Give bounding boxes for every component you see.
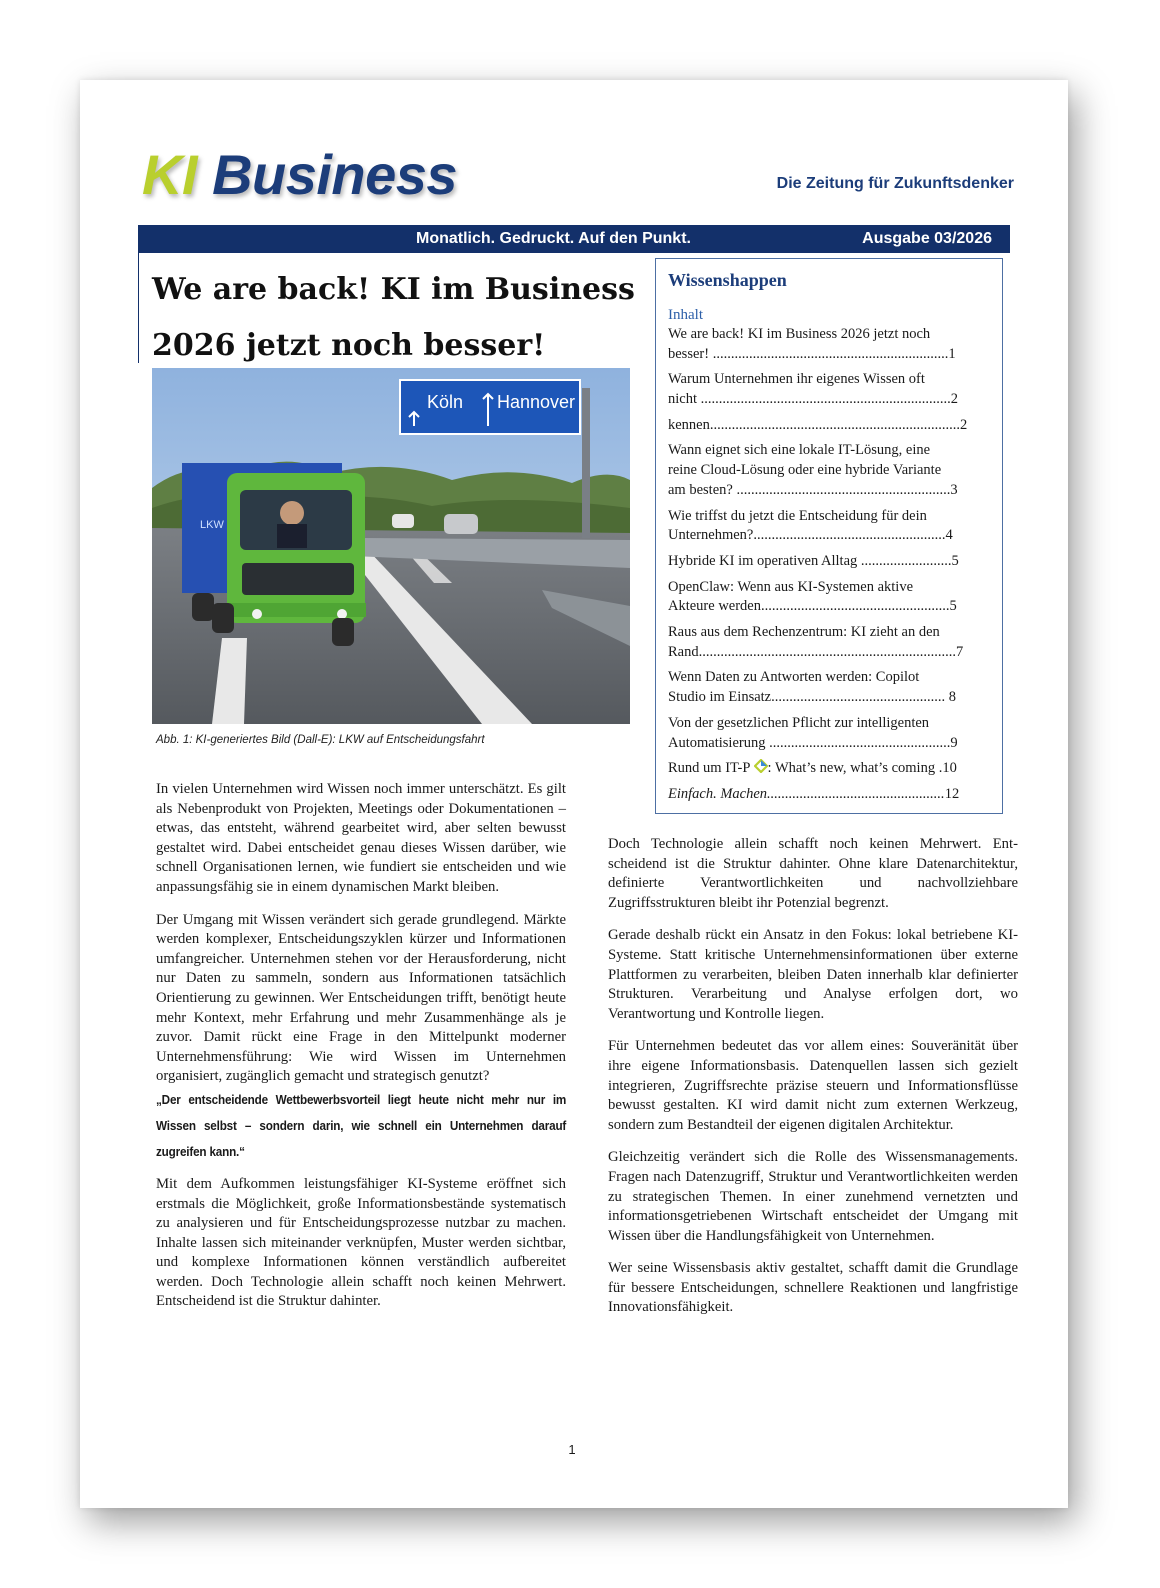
paragraph: Mit dem Aufkommen leistungsfähiger KI-Systeme eröffnet sich erstmals die Möglichkeit, große Informationsbestände systematisch zu analysieren und für Entscheidungsprozesse nutzbar zu machen. Inhalte lassen sich miteinander verknüpfen, Muster werden sichtbar, und komplexe Informationen können verständlich aufbereitet werden. Doch Technologie allein schafft noch keinen Mehrwert. Entscheidend ist die Struktur dahinter. xyxy=(156,1175,566,1310)
toc-entry[interactable]: Rund um IT-P : What’s new, what’s coming .10 xyxy=(668,760,957,777)
headline-rule xyxy=(138,253,139,363)
paragraph: Gerade deshalb rückt ein Ansatz in den Fokus: lokal betriebene KI-Systeme. Statt kritische Unternehmensinformationen über externe Plattformen zu verarbeiten, bleiben Daten innerhalb klar definierter Strukturen. Verarbeitung und Analyse erfolgen dort, wo Verantwortung und Kontrolle liegen. xyxy=(608,927,1018,1022)
toc-entry[interactable]: kennen.....................................................................2 xyxy=(668,416,968,433)
toc-list xyxy=(668,325,994,810)
toc-box xyxy=(655,258,1003,814)
toc-entry[interactable]: OpenClaw: Wenn aus KI-Systemen aktive Akteure werden....................................................5 xyxy=(668,578,957,615)
article-column-right xyxy=(608,835,1018,1331)
toc-title: Wissenshappen xyxy=(668,270,787,290)
toc-entry[interactable]: Hybride KI im operativen Alltag .........................5 xyxy=(668,552,959,569)
figure-caption: Abb. 1: KI-generiertes Bild (Dall-E): LKW auf Entscheidungsfahrt xyxy=(156,734,485,746)
pull-quote: „Der entscheidende Wettbewerbsvorteil liegt heute nicht mehr nur im Wissen selbst – sondern darin, wie schnell ein Unternehmen darauf zugreifen kann.“ xyxy=(156,1092,567,1159)
article-column-left xyxy=(156,780,566,1325)
masthead-bar xyxy=(138,225,1010,253)
article-photo xyxy=(152,368,630,724)
paragraph: In vielen Unternehmen wird Wissen noch immer unterschätzt. Es gilt als Nebenprodukt von Projekten, Meetings oder Dokumentationen – etwas, das entsteht, während gearbeitet wird, aber selten bewusst gestaltet wird. Dabei entscheidet genau dieses Wissen darüber, wie schnell Organisationen lernen, wie fundiert sie entscheiden und wie anpassungsfähig sie in einem dynamischen Markt bleiben. xyxy=(156,781,566,895)
paragraph: Für Unternehmen bedeutet das vor allem eines: Souveränität über ihre eigene Informationsbasis. Datenquellen lassen sich gezielt integrieren, Zugriffsrechte präzise steuern und Informationsflüsse bewusst gestalten. KI wird damit nicht zum externen Werkzeug, sondern zum Bestandteil der eigenen digitalen Architektur. xyxy=(608,1038,1018,1133)
toc-entry[interactable]: Warum Unternehmen ihr eigenes Wissen oft nicht .....................................................................2 xyxy=(668,371,958,408)
toc-entry[interactable]: We are back! KI im Business 2026 jetzt noch besser! .................................................................1 xyxy=(668,326,956,362)
toc-entry[interactable]: Wann eignet sich eine lokale IT-Lösung, eine reine Cloud-Lösung oder eine hybride Variante am besten? ...........................................................3 xyxy=(668,442,958,498)
itp-logo-icon xyxy=(754,759,768,773)
toc-subtitle: Inhalt xyxy=(668,307,703,323)
toc-entry[interactable]: Wie triffst du jetzt die Entscheidung für dein Unternehmen?.....................................................4 xyxy=(668,507,953,544)
toc-entry[interactable]: Von der gesetzlichen Pflicht zur intelligenten Automatisierung ..................................................9 xyxy=(668,714,958,751)
motto: Monatlich. Gedruckt. Auf den Punkt. xyxy=(416,230,691,247)
article-headline xyxy=(152,262,642,374)
paragraph: Wer seine Wissensbasis aktiv gestaltet, schafft damit die Grundlage für bessere Entscheidungen, schnellere Reaktionen und langfristige Innovationsfähigkeit. xyxy=(608,1260,1018,1316)
toc-entry[interactable]: Wenn Daten zu Antworten werden: Copilot Studio im Einsatz................................................ 8 xyxy=(668,669,956,706)
tagline: Die Zeitung für Zukunftsdenker xyxy=(776,175,1014,192)
headline-line-1: We are back! KI im Business xyxy=(152,272,635,307)
headline-line-2: 2026 jetzt noch besser! xyxy=(152,328,546,363)
page-number: 1 xyxy=(568,1442,576,1457)
paragraph: Gleichzeitig verändert sich die Rolle des Wissensmanagements. Fragen nach Datenzugriff, Struktur und Verantwortlichkeiten werden zu strategischen Themen. In einer zunehmend vernetzten und informationsgetriebenen Wirtschaft entscheidet der Umgang mit Wissen über die Handlungsfähigkeit von Unternehmen. xyxy=(608,1149,1018,1244)
toc-entry[interactable]: Raus aus dem Rechenzentrum: KI zieht an den Rand.......................................................................7 xyxy=(668,623,964,660)
sign-hannover: Hannover xyxy=(497,392,576,412)
toc-entry[interactable]: Einfach. Machen.................................................12 xyxy=(668,785,960,802)
truck-label: LKW xyxy=(200,519,224,531)
paragraph: Der Umgang mit Wissen verändert sich gerade grundlegend. Märkte werden komplexer, Entscheidungszyklen kürzer und Informationen umfangreicher. Unternehmen stehen vor der Herausforderung, nicht nur Daten zu sammeln, sondern aus Informationen tatsächlich Orientierung zu gewinnen. Wer Entscheidungen trifft, benötigt heute mehr Kontext, mehr Erfahrung und mehr Zusammenhänge als je zuvor. Damit rückt eine Frage in den Mittelpunkt moderner Unternehmensführung: Wie wird Wissen im Unternehmen organisiert, zugänglich gemacht und strategisch genutzt? xyxy=(156,911,566,1085)
sign-koeln: Köln xyxy=(427,392,464,412)
paragraph: Doch Technologie allein schafft noch keinen Mehrwert. Entscheidend ist die Struktur dahinter. Ohne klare Datenarchitektur, definierte Verantwortlichkeiten und nachvollziehbare Zugriffsstrukturen bleibt ihr Potenzial begrenzt. xyxy=(608,836,1018,911)
logo: KI Business xyxy=(142,143,458,206)
issue-number: Ausgabe 03/2026 xyxy=(862,230,992,247)
